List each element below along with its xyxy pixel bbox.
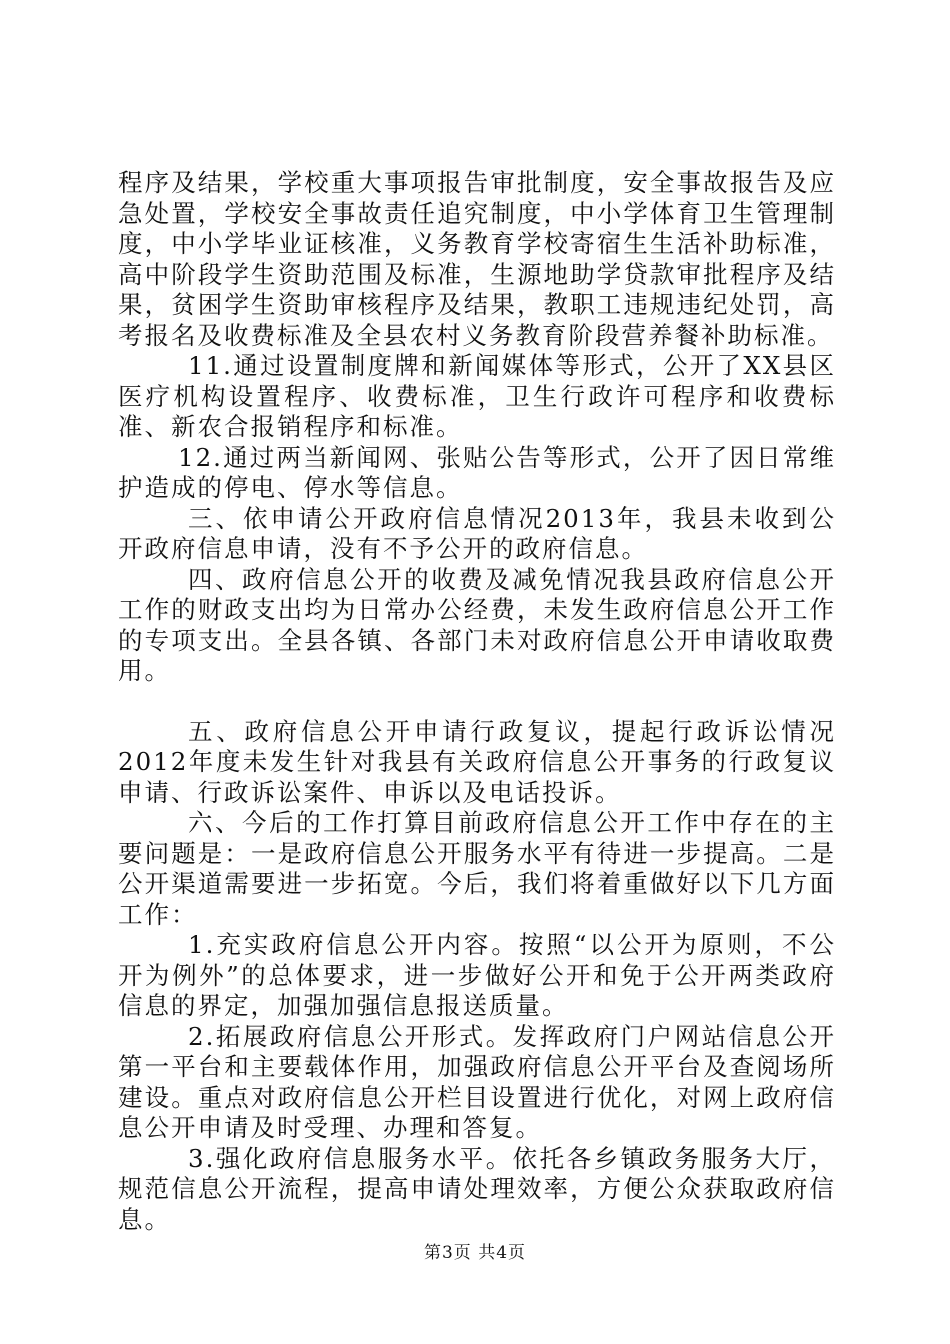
paragraph-item-11: 11.通过设置制度牌和新闻媒体等形式，公开了XX县区医疗机构设置程序、收费标准，卫生行政许可程序和收费标准、新农合报销程序和标准。 (118, 351, 836, 441)
paragraph-item-3: 3.强化政府信息服务水平。依托各乡镇政务服务大厅，规范信息公开流程，提高申请处理效率，方便公众获取政府信息。 (118, 1143, 836, 1234)
page-footer: 第3页 共4页 (423, 1243, 527, 1263)
paragraph-section-6: 六、今后的工作打算目前政府信息公开工作中存在的主要问题是：一是政府信息公开服务水平有待进一步提高。二是公开渠道需要进一步拓宽。今后，我们将着重做好以下几方面工作： (118, 808, 836, 929)
paragraph-item-1: 1.充实政府信息公开内容。按照“以公开为原则，不公开为例外”的总体要求，进一步做好公开和免于公开两类政府信息的界定，加强加强信息报送质量。 (118, 930, 836, 1020)
paragraph-item-12: 12.通过两当新闻网、张贴公告等形式，公开了因日常维护造成的停电、停水等信息。 (118, 442, 836, 502)
paragraph-item-2: 2.拓展政府信息公开形式。发挥政府门户网站信息公开第一平台和主要载体作用，加强政府信息公开平台及查阅场所建设。重点对政府信息公开栏目设置进行优化，对网上政府信息公开申请及时受理、办理和答复。 (118, 1021, 836, 1142)
paragraph-continued: 程序及结果，学校重大事项报告审批制度，安全事故报告及应急处置，学校安全事故责任追究制度，中小学体育卫生管理制度，中小学毕业证核准，义务教育学校寄宿生生活补助标准，高中阶段学生资助范围及标准，生源地助学贷款审批程序及结果，贫困学生资助审核程序及结果，教职工违规违纪处罚，高考报名及收费标准及全县农村义务教育阶段营养餐补助标准。 (118, 168, 836, 350)
paragraph-section-4: 四、政府信息公开的收费及减免情况我县政府信息公开工作的财政支出均为日常办公经费，未发生政府信息公开工作的专项支出。全县各镇、各部门未对政府信息公开申请收取费用。 (118, 564, 836, 685)
document-body (118, 168, 836, 1235)
paragraph-section-5: 五、政府信息公开申请行政复议，提起行政诉讼情况2012年度未发生针对我县有关政府信息公开事务的行政复议申请、行政诉讼案件、申诉以及电话投诉。 (118, 716, 836, 807)
paragraph-section-3: 三、依申请公开政府信息情况2013年，我县未收到公开政府信息申请，没有不予公开的政府信息。 (118, 503, 836, 563)
